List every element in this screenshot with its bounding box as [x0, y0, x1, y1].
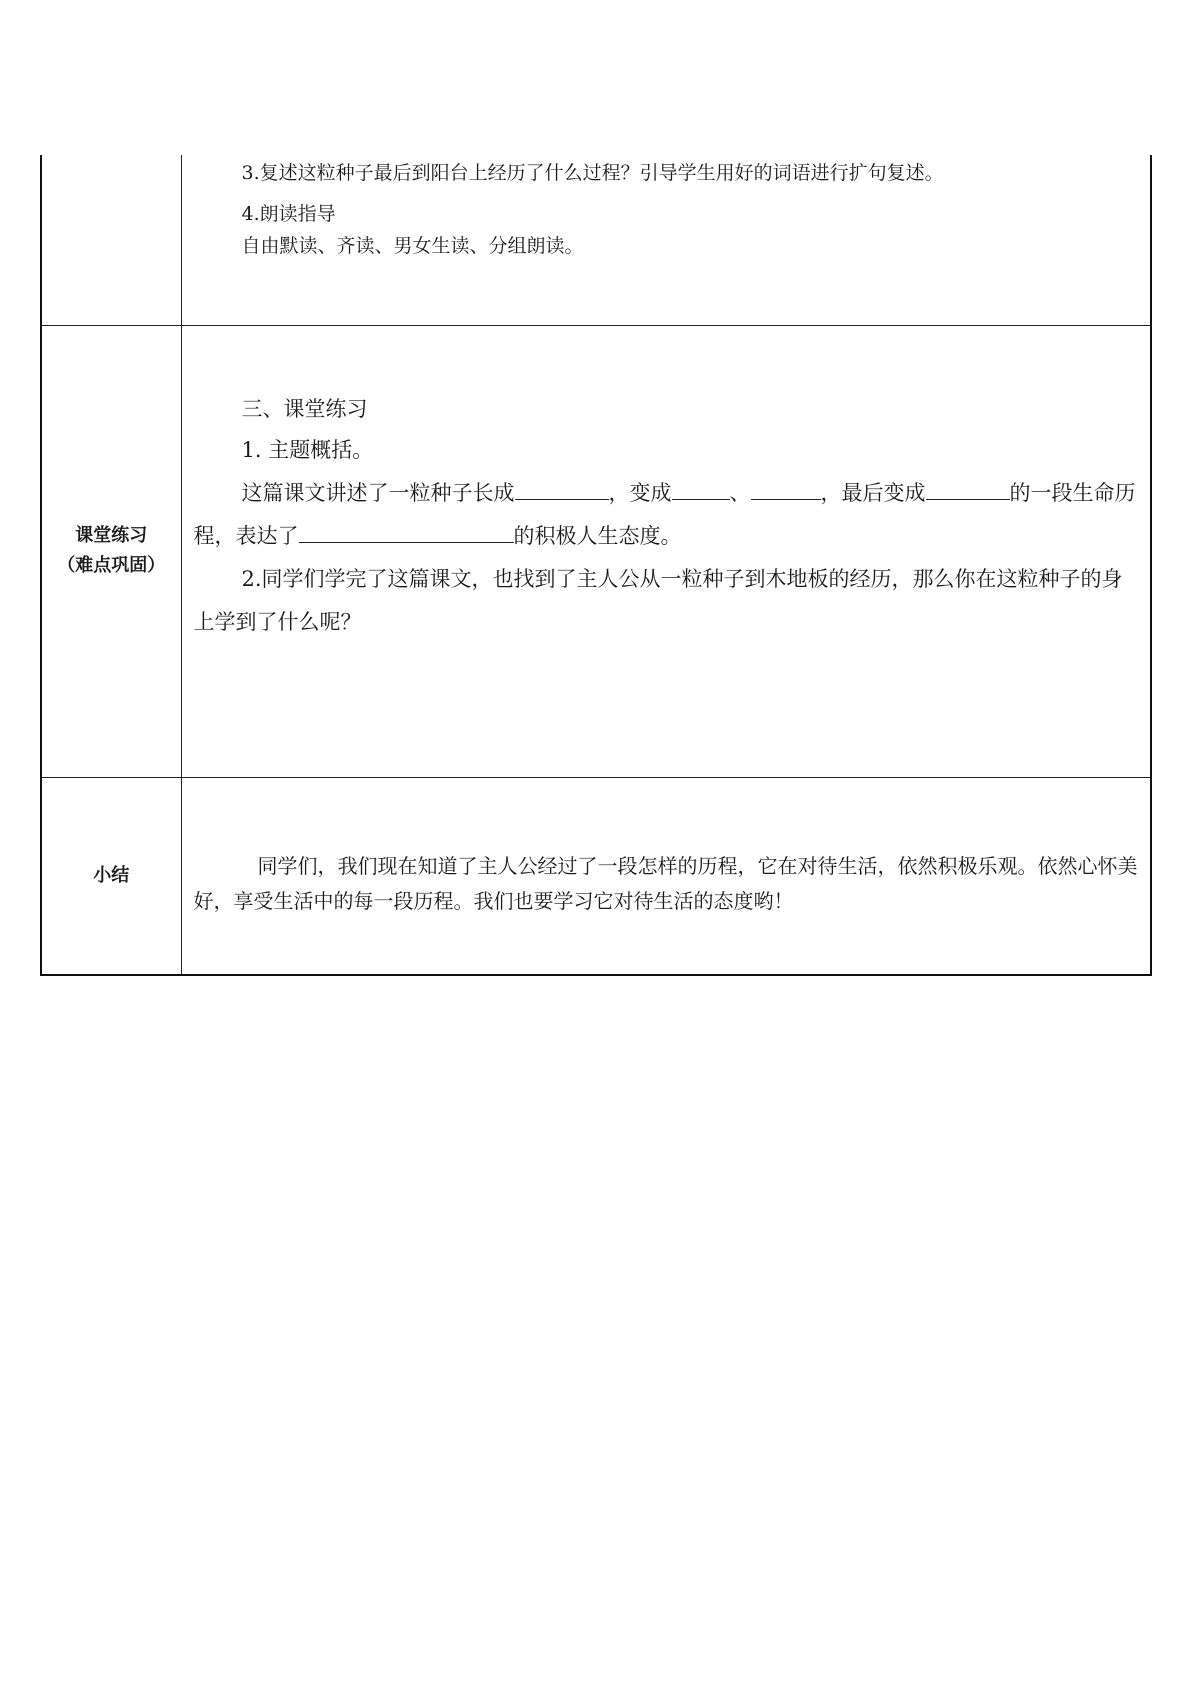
fill-blank-2[interactable] — [672, 477, 730, 500]
fill-blank-1[interactable] — [515, 477, 609, 500]
label-cell-practice — [41, 325, 181, 777]
content-cell-practice — [181, 325, 1151, 777]
item1-title: 1. 主题概括。 — [241, 437, 374, 462]
item1-text-6: 的积极人生态度。 — [513, 523, 682, 548]
table-row-continuation — [41, 155, 1151, 325]
practice-label: 课堂练习 — [75, 525, 148, 546]
content-cell-summary — [181, 777, 1151, 975]
item1-text-3: 、 — [729, 480, 751, 505]
label-cell-summary — [41, 777, 181, 975]
summary-label: 小结 — [93, 864, 130, 886]
table-row-practice — [41, 325, 1151, 777]
practice-sublabel: （难点巩固） — [57, 555, 166, 576]
lesson-plan-table — [40, 155, 1152, 976]
item1-fill-in — [194, 472, 1141, 558]
fill-blank-3[interactable] — [751, 477, 821, 500]
label-cell-empty — [41, 155, 181, 325]
summary-text: 同学们，我们现在知道了主人公经过了一段怎样的历程，它在对待生活，依然积极乐观。依然心怀美好，享受生活中的每一段历程。我们也要学习它对待生活的态度哟！ — [193, 853, 1138, 913]
table-row-summary — [41, 777, 1151, 975]
reading-guide-title: 4.朗读指导 — [241, 203, 336, 225]
practice-heading: 三、课堂练习 — [241, 396, 368, 421]
item1-text-1: 这篇课文讲述了一粒种子长成 — [241, 480, 515, 505]
item1-text-4: ，最后变成 — [820, 480, 926, 505]
item1-text-5: 的一段生命历程，表达了 — [193, 480, 1136, 548]
reading-methods: 自由默读、齐读、男女生读、分组朗读。 — [241, 235, 584, 257]
retell-instruction: 3.复述这粒种子最后到阳台上经历了什么过程？引导学生用好的词语进行扩句复述。 — [241, 162, 944, 184]
item2-question: 2.同学们学完了这篇课文，也找到了主人公从一粒种子到木地板的经历，那么你在这粒种子的身上学到了什么呢？ — [193, 566, 1123, 634]
fill-blank-4[interactable] — [926, 477, 1010, 500]
content-cell-continuation — [181, 155, 1151, 325]
fill-blank-5[interactable] — [299, 520, 514, 543]
item1-text-2: ，变成 — [608, 480, 672, 505]
